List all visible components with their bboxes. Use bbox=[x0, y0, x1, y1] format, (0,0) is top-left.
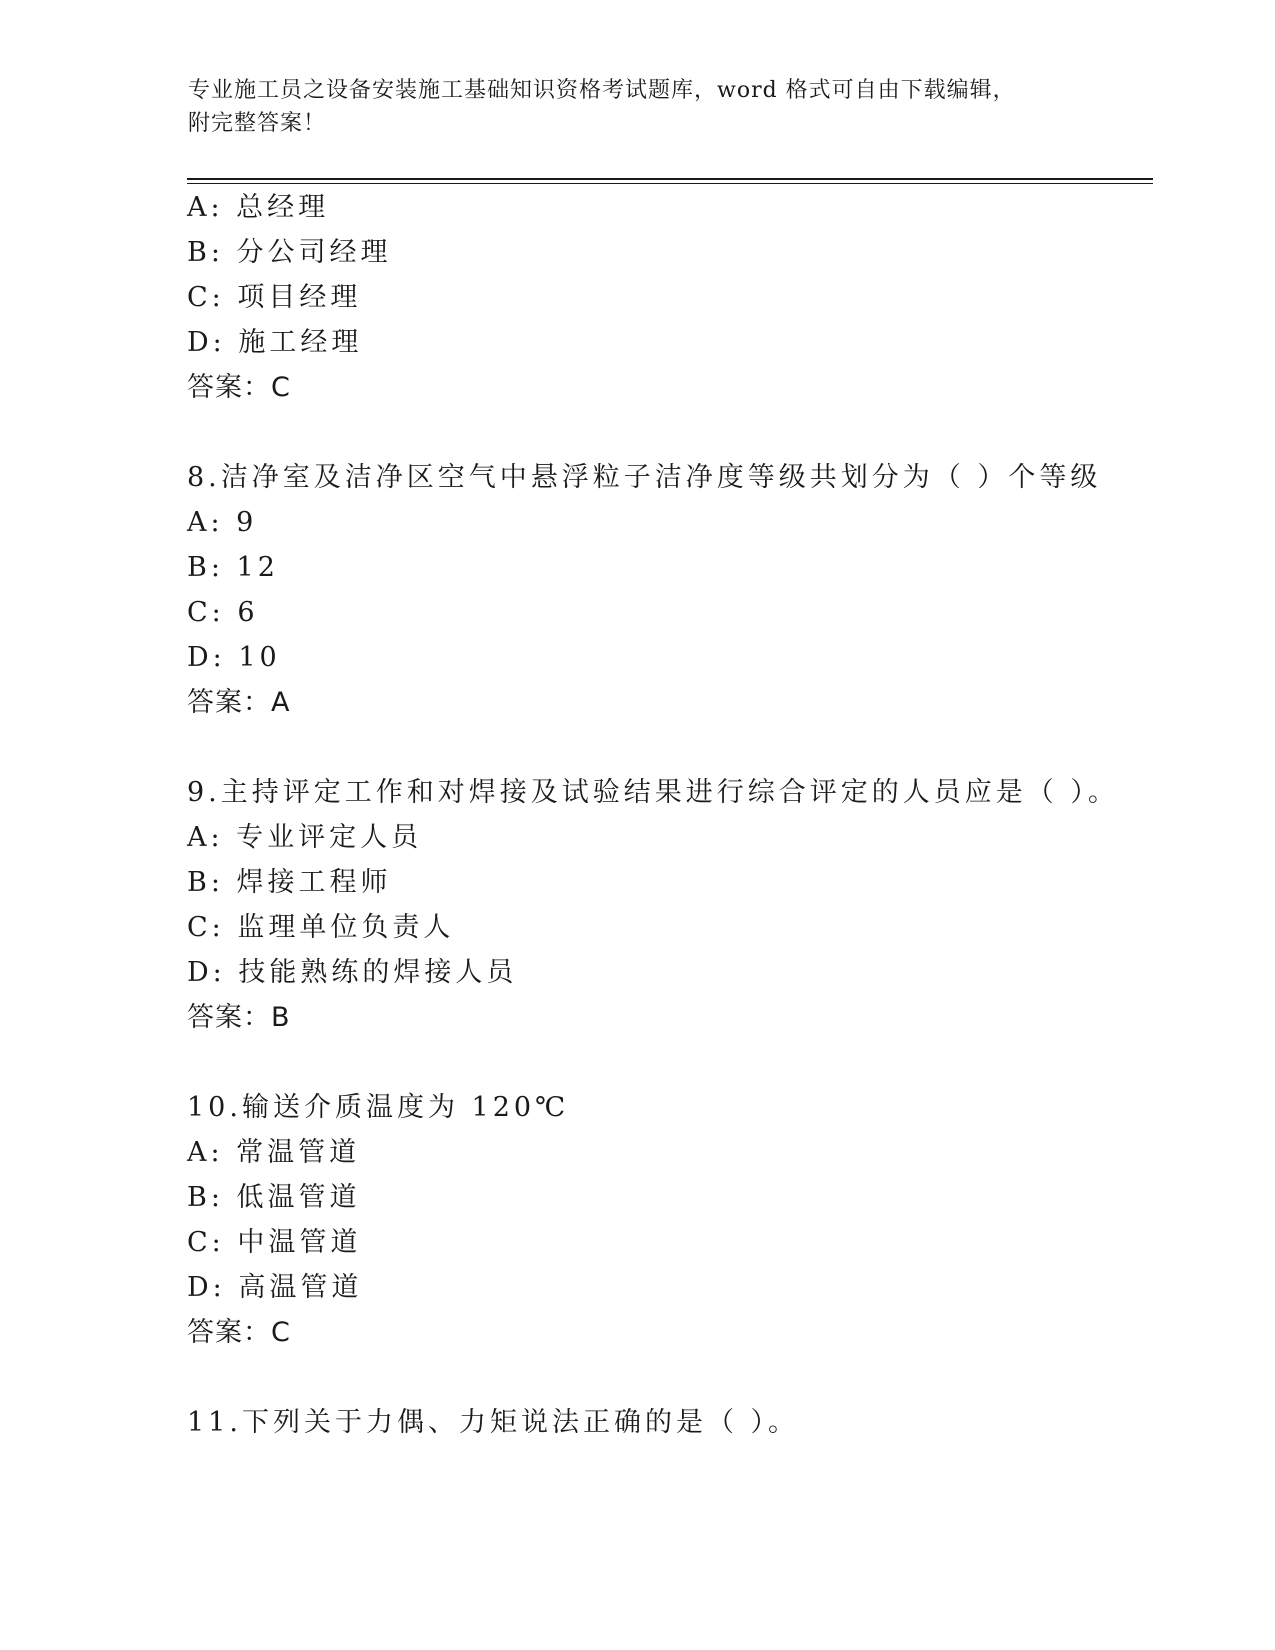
q8-option-b: B: 12 bbox=[187, 552, 279, 583]
q8-question: 8.洁净室及洁净区空气中悬浮粒子洁净度等级共划分为（ ）个等级 bbox=[187, 462, 1102, 493]
q10-answer: 答案：C bbox=[187, 1317, 291, 1348]
q9-option-c: C: 监理单位负责人 bbox=[187, 912, 455, 943]
header-line-1: 专业施工员之设备安装施工基础知识资格考试题库，word 格式可自由下载编辑， bbox=[188, 78, 1016, 103]
q8-option-d: D: 10 bbox=[187, 642, 281, 673]
q10-option-c: C: 中温管道 bbox=[187, 1227, 362, 1258]
q10-option-a: A: 常温管道 bbox=[187, 1137, 361, 1168]
q7-option-c: C: 项目经理 bbox=[187, 282, 362, 313]
q9-option-a: A: 专业评定人员 bbox=[187, 822, 423, 853]
q10-question: 10.输送介质温度为 120℃ bbox=[187, 1092, 570, 1123]
q7-answer: 答案：C bbox=[187, 372, 291, 403]
header-divider-thick bbox=[187, 178, 1153, 180]
q8-answer: 答案：A bbox=[187, 687, 291, 718]
q10-option-b: B: 低温管道 bbox=[187, 1182, 361, 1213]
header-line-2: 附完整答案！ bbox=[188, 111, 327, 136]
q8-option-a: A: 9 bbox=[187, 507, 258, 538]
q7-option-a: A: 总经理 bbox=[187, 192, 330, 223]
q8-option-c: C: 6 bbox=[187, 597, 259, 628]
q11-question: 11.下列关于力偶、力矩说法正确的是（ ）。 bbox=[187, 1407, 800, 1438]
document-header bbox=[188, 74, 1068, 140]
q7-option-b: B: 分公司经理 bbox=[187, 237, 392, 268]
q9-answer: 答案：B bbox=[187, 1002, 291, 1033]
q9-option-d: D: 技能熟练的焊接人员 bbox=[187, 957, 518, 988]
header-divider-thin bbox=[187, 183, 1153, 184]
q7-option-d: D: 施工经理 bbox=[187, 327, 363, 358]
q9-option-b: B: 焊接工程师 bbox=[187, 867, 392, 898]
q10-option-d: D: 高温管道 bbox=[187, 1272, 363, 1303]
q9-question: 9.主持评定工作和对焊接及试验结果进行综合评定的人员应是（ ）。 bbox=[187, 777, 1119, 808]
